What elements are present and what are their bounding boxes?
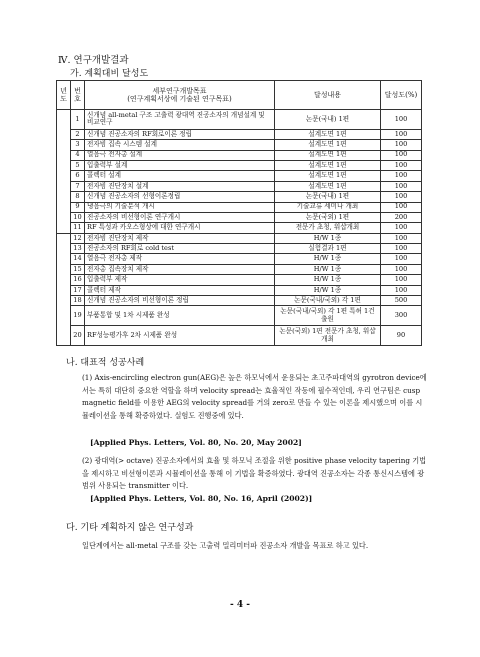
row-rate: 100 [381,254,422,264]
table-row [57,326,422,346]
table-row [57,275,422,285]
row-number: 15 [71,264,85,274]
row-task: 전자빔 집속 시스템 설계 [85,140,275,150]
table-row [57,110,422,130]
row-result: 설계도면 1편 [275,181,381,191]
row-number: 19 [71,306,85,326]
row-rate: 100 [381,233,422,243]
row-rate: 100 [381,202,422,212]
row-number: 5 [71,160,85,170]
row-rate: 100 [381,244,422,254]
row-task: 진공소자의 RF회로 cold test [85,244,275,254]
row-task: 입출력부 설계 [85,160,275,170]
table-row [57,244,422,254]
row-number: 18 [71,296,85,306]
header-task-line1: 세부연구개발목표 [152,86,207,95]
row-task: 콜렉터 제작 [85,285,275,295]
table-row [57,285,422,295]
row-result: H/W 1종 [275,275,381,285]
unplanned-results-text: 일단계에서는 all-metal 구조를 갖는 고출력 밀리미터파 진공소자 개발을 목표로 하고 있다. [82,541,369,550]
row-rate: 100 [381,160,422,170]
table-row [57,192,422,202]
header-task [85,81,275,110]
row-number: 10 [71,212,85,222]
section-heading-results: Ⅳ. 연구개발결과 [58,55,129,66]
row-number: 16 [71,275,85,285]
success-case-2-text: (2) 광대역(> octave) 진공소자에서의 효율 및 하모닉 조절을 위한 positive phase velocity tapering 기법을 제시하고 비선형이론과 시뮬레이션을 통해 이 기법을 확증하였다. 광대역 진공소자는 각종 통신시스템에 광범위 사용되는 transmitter 이다. [82,456,427,491]
row-task: 부품통합 및 1차 시제품 완성 [85,306,275,326]
row-task: 신개념 진공소자의 선형이론정립 [85,192,275,202]
row-number: 8 [71,192,85,202]
row-task: 신개념 all-metal 구조 고출력 광대역 진공소자의 개념설계 및 비교연구 [85,110,275,130]
row-result: 설계도면 1편 [275,140,381,150]
row-rate: 100 [381,140,422,150]
row-task: RF 특성과 카오스형상에 대한 연구개시 [85,223,275,233]
table-row [57,140,422,150]
row-number: 12 [71,233,85,243]
table-row [57,160,422,170]
achievement-table [56,80,422,346]
year-cell-2000 [57,110,71,234]
row-result: 설계도면 1편 [275,171,381,181]
row-result: H/W 1종 [275,264,381,274]
row-rate: 100 [381,110,422,130]
table-row [57,202,422,212]
row-result: 논문(국내/국외) 각 1편 [275,296,381,306]
row-result: H/W 1종 [275,254,381,264]
row-rate: 100 [381,150,422,160]
table-row [57,150,422,160]
table-row [57,129,422,139]
header-task-line2: (연구계획서상에 기술된 연구목표) [127,95,232,103]
row-result: 논문(국내) 1편 [275,192,381,202]
row-task: RF성능평가후 2차 시제품 완성 [85,326,275,346]
row-rate: 100 [381,171,422,181]
table-row [57,254,422,264]
row-number: 9 [71,202,85,212]
header-result: 달성내용 [275,81,381,110]
row-number: 7 [71,181,85,191]
row-result: 전문가 초청, 워샵개최 [275,223,381,233]
table-row [57,181,422,191]
row-result: 실험결과 1편 [275,244,381,254]
section-heading-achievement: 가. 계획대비 달성도 [70,69,149,79]
row-rate: 100 [381,285,422,295]
row-task: 입출력부 제작 [85,275,275,285]
row-result: 설계도면 1편 [275,160,381,170]
row-result: 논문(국내) 1편 [275,110,381,130]
row-result: 논문(국외) 1편 전문가 초청, 워샵개최 [275,326,381,346]
row-rate: 100 [381,223,422,233]
section-heading-success-cases: 나. 대표적 성공사례 [66,358,145,368]
row-task: 냉음극의 기술분석 개시 [85,202,275,212]
row-number: 2 [71,129,85,139]
row-number: 13 [71,244,85,254]
table-row [57,306,422,326]
row-result: 설계도면 1편 [275,150,381,160]
row-rate: 500 [381,296,422,306]
header-year: 년도 [57,81,71,110]
row-rate: 100 [381,181,422,191]
row-rate: 100 [381,264,422,274]
row-number: 6 [71,171,85,181]
success-case-2-reference: [Applied Phys. Letters, Vol. 80, No. 16, April (2002)] [90,494,313,503]
table-row [57,296,422,306]
header-number: 번호 [71,81,85,110]
row-result: H/W 1종 [275,285,381,295]
row-task: 열음극 전자총 제작 [85,254,275,264]
row-result: 설계도면 1편 [275,129,381,139]
row-task: 신개념 진공소자의 RF회로이론 정립 [85,129,275,139]
year-cell-2001 [57,233,71,345]
header-rate: 달성도(%) [381,81,422,110]
row-rate: 100 [381,129,422,139]
success-case-1-reference: [Applied Phys. Letters, Vol. 80, No. 20, May 2002] [90,438,302,447]
row-result: H/W 1종 [275,233,381,243]
section-heading-unplanned-results: 다. 기타 계획하지 않은 연구성과 [66,523,194,533]
row-task: 전자총 집속장치 제작 [85,264,275,274]
page-number: - 4 - [230,600,250,610]
table-row [57,212,422,222]
row-number: 14 [71,254,85,264]
table-row [57,264,422,274]
row-number: 20 [71,326,85,346]
row-number: 17 [71,285,85,295]
table-row [57,233,422,243]
row-result: 논문(국외) 1편 [275,212,381,222]
success-case-1-text: (1) Axis-encircling electron gun(AEG)은 높은 하모닉에서 운용되는 초고주파대역의 gyrotron device에서는 특히 대단히 중요한 역할을 하며 velocity spread는 효율적인 작동에 필수적인데, 우리 연구팀은 cusp magnetic field를 이용한 AEG의 velocity spread를 거의 zero로 만들 수 있는 이론을 제시했으며 이를 시뮬레이션을 통해 확증하였다. 실험도 진행중에 있다. [82,373,427,420]
row-task: 진공소자의 비선형이론 연구개시 [85,212,275,222]
row-result: 논문(국내/국외) 각 1편 특허 1건 출원 [275,306,381,326]
row-number: 4 [71,150,85,160]
row-rate: 90 [381,326,422,346]
row-rate: 100 [381,192,422,202]
row-task: 콜렉터 설계 [85,171,275,181]
row-task: 전자빔 진단장치 제작 [85,233,275,243]
row-task: 전자빔 진단장치 설계 [85,181,275,191]
row-task: 열음극 전자총 설계 [85,150,275,160]
row-number: 11 [71,223,85,233]
row-rate: 100 [381,275,422,285]
table-row [57,171,422,181]
row-rate: 200 [381,212,422,222]
row-result: 기술교류 세미나 개최 [275,202,381,212]
row-number: 1 [71,110,85,130]
table-header-row [57,81,422,110]
row-number: 3 [71,140,85,150]
table-row [57,223,422,233]
row-task: 신개념 진공소자의 비선형이론 정립 [85,296,275,306]
row-rate: 300 [381,306,422,326]
